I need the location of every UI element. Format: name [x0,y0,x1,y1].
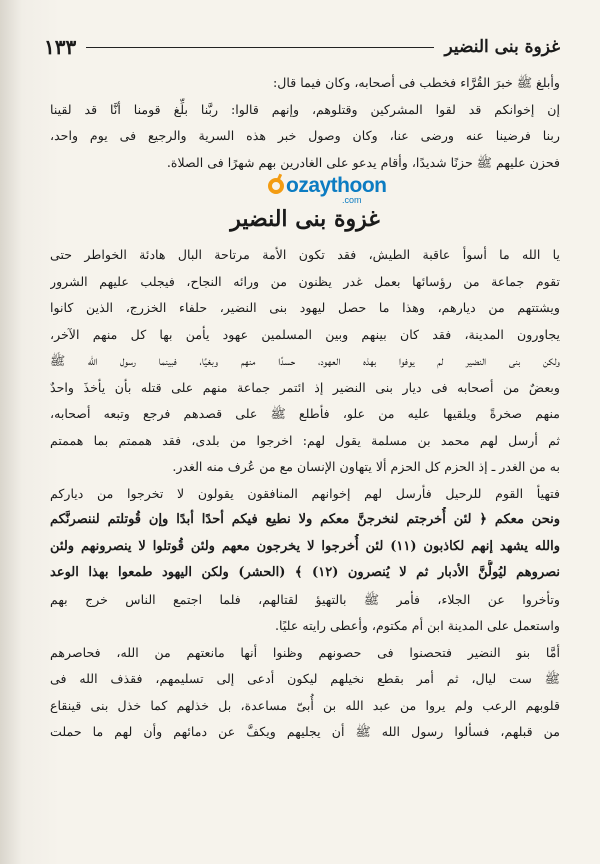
text-line: قلوبهم الرعب ولم يروا من عبد الله بن أُبىّ مساعدة، بل خذلهم كما خذل بنى قينقاع [50,697,560,713]
quran-verse-line: ونحن معكم ﴿ لئن أُخرجتم لنخرجنَّ معكم ولا نطيع فيكم أحدًا أبدًا وإن قُوتلتم لننصرنَّكم [50,512,560,527]
text-line: ربنا فرضينا عنه ورضى عنا، وكان وصول خبر هذه السرية والرجيع فى يوم واحد، [50,128,560,143]
text-line: يا الله ما أسوأ عاقبة الطيش، فقد تكون الأمة مرتاحة البال هادئة الخواطر حتى [50,247,560,262]
text-line: منهم صخرةً ويلقيها عليه من علو، فأطلع ﷺ على قصدهم فرجع وتبعه أصحابه، [50,406,560,421]
text-line: ويشتتهم من ديارهم، وهذا ما حصل ليهود بنى النضير، حلفاء الخزرج، الذين كانوا [50,300,560,315]
section-heading: غزوة بنى النضير [230,206,380,232]
text-line: ﷺ ست ليال، ثم أمر بقطع نخيلهم ليكون أدعى إلى تسليمهم، فقذف الله فى [50,671,560,686]
text-line: يجاورون المدينة، فقد كان بينهم وبين المسلمين عهود يأمن بها كل منهم الآخر، [50,326,560,342]
text-line: وبعضٌ من أصحابه فى ديار بنى النضير إذ ائتمر جماعة منهم على قتله بأن يأخذَ واحدٌ [50,379,560,395]
page-number: ١٣٣ [44,35,77,59]
text-line: فحزن عليهم ﷺ حزنًا شديدًا، وأقام يدعو على الغادرين بهم شهرًا فى الصلاة. [166,154,560,170]
text-line: من قبلهم، فسألوا رسول الله ﷺ أن يجليهم ويكفَّ عن دمائهم وأن لهم ما حملت [50,724,560,739]
ozaythoon-logo [268,174,398,205]
logo-domain: .com [342,195,362,205]
logo-olive-icon [268,178,284,194]
header-rule [86,47,434,48]
text-line: إن إخوانكم قد لقوا المشركين وقتلوهم، وإنهم قالوا: ربَّنا بلِّغ قومنا أنَّا قد لقينا [50,101,560,117]
quran-verse-line: نصروهم ليُولُّنَّ الأدبار ثم لا يُنصرون (١٢) ﴾ (الحشر) ولكن اليهود طمعوا بهذا الوعد [50,565,560,580]
text-line: وأبلغ ﷺ خبرَ القُرَّاء فخطب فى أصحابه، وكان فيما قال: [272,75,560,90]
text-line: وتأخروا عن الجلاء، فأمر ﷺ بالتهيؤ لقتالهم، فلما اجتمع الناس خرج بهم [50,591,560,607]
page-header [44,30,560,64]
text-line: تقوم جماعة من رؤسائها بعمل غدر يظنون من ورائه النجاح، فيجلب عليهم الشرور [50,273,560,289]
text-line: أمَّا بنو النضير فتحصنوا فى حصونهم وظنوا أنها مانعتهم من الله، فحاصرهم [50,644,560,660]
running-title: غزوة بنى النضير [444,37,560,57]
text-line: فتهيأ القوم للرحيل فأرسل لهم إخوانهم المنافقون يقولون لا تخرجوا من دياركم [50,485,560,501]
page-body [50,70,560,746]
text-line: ثم أرسل لهم محمد بن مسلمة يقول لهم: اخرجوا من بلدى، فقد هممتم بما هممتم [50,432,560,448]
watermark-row [50,174,560,205]
text-line: واستعمل على المدينة ابن أم مكتوم، وأعطى رايته عليًا. [275,618,560,633]
quran-verse-line: والله يشهد إنهم لكاذبون (١١) لئن أُخرجوا لا يخرجون معهم ولئن قُوتلوا لا ينصرونهم ولئن [50,538,560,554]
logo-wordmark: ozaythoon [286,174,387,197]
text-line: ولكن بنى النضير لم يوفوا بهذه العهود، حسدًا منهم وبغيًا، فبينما رسول الله ﷺ [50,353,560,368]
text-line: به من الغدر ـ إذ الحزم كل الحزم ألا يتهاون الإنسان مع من عُرف منه الغدر. [172,459,560,474]
